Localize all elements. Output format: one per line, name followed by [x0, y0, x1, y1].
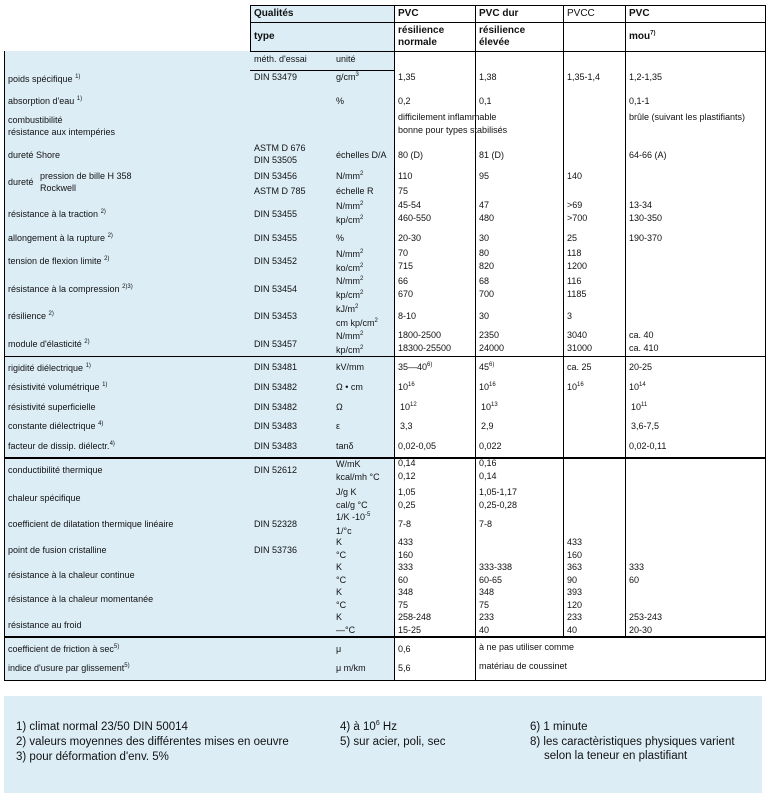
- row-method: DIN 53481: [254, 362, 298, 372]
- footnote: 6) 1 minute: [530, 721, 588, 733]
- row-label: indice d'usure par glissement$^{5)}$: [8, 663, 130, 673]
- cell-pvcdur: 45$^{6)}$: [479, 362, 495, 372]
- footnote: 8) les caractèristiques physiques varient: [530, 736, 735, 748]
- row-method: DIN 53482: [254, 402, 298, 412]
- cell-pvcdur: 24000: [479, 343, 505, 353]
- row-unit: W/mK: [336, 459, 361, 469]
- row-unit: K: [336, 612, 343, 622]
- col-pvcdur-title: PVC dur: [479, 8, 519, 19]
- cell-pvcc: 31000: [567, 343, 593, 353]
- cell-pvcdur: 75: [479, 600, 490, 610]
- row-label: résistance à la chaleur momentanée: [8, 594, 154, 604]
- rule: [4, 457, 766, 459]
- row-unit: kcal/mh °C: [336, 472, 380, 482]
- row-unit: Ω • cm: [336, 382, 363, 392]
- row-unit: μ m/km: [336, 663, 366, 673]
- cell-mou: 0,1-1: [629, 96, 650, 106]
- cell-pvcc: 40: [567, 625, 578, 635]
- cell-pvcc: 233: [567, 612, 583, 622]
- row-label: rigidité diélectrique $^{1)}$: [8, 363, 91, 373]
- row-method: DIN 52612: [254, 465, 298, 475]
- row-unit: %: [336, 96, 345, 106]
- cell-pvc: 0,25: [398, 500, 416, 510]
- row-label: résistivité superficielle: [8, 402, 96, 412]
- row-method: DIN 53483: [254, 441, 298, 451]
- cell-pvc: 460-550: [398, 213, 432, 223]
- rule: [765, 5, 766, 681]
- row-label: constante diélectrique $^{4)}$: [8, 421, 104, 431]
- cell-pvc: 35—40$^{6)}$: [398, 362, 433, 372]
- cell-pvc: 0,14: [398, 458, 416, 468]
- cell-mou: ca. 40: [629, 330, 654, 340]
- cell-pvcc: 3: [567, 311, 573, 321]
- cell-pvcdur: $10^{13}$: [481, 402, 498, 412]
- footnote: 1) climat normal 23/50 DIN 50014: [16, 721, 188, 733]
- row-label: résistance au froid: [8, 620, 82, 630]
- cell-pvcdur: 0,25-0,28: [479, 500, 518, 510]
- row-label: résistance à la chaleur continue: [8, 570, 135, 580]
- row-unit: 1/K $-10^{-5}$: [336, 512, 371, 522]
- cell-pvc: 3,3: [400, 421, 413, 431]
- cell-pvc: bonne pour types stabilisés: [398, 125, 508, 135]
- row-method: DIN 52328: [254, 519, 298, 529]
- row-label: chaleur spécifique: [8, 493, 81, 503]
- row-method: DIN 53457: [254, 339, 298, 349]
- cell-mou: 1,2-1,35: [629, 72, 663, 82]
- cell-pvcc: 118: [567, 248, 582, 258]
- cell-pvcc: 160: [567, 550, 583, 560]
- row-unit: $kp/cm^2$: [336, 215, 364, 225]
- col-pvcc-title: PVCC: [567, 8, 595, 19]
- row-unit: cm $kp/cm^2$: [336, 318, 378, 328]
- cell-pvc: 75: [398, 186, 409, 196]
- cell-pvcc: 1185: [567, 289, 587, 299]
- cell-pvc: 75: [398, 600, 409, 610]
- row-method: DIN 53456: [254, 171, 298, 181]
- row-unit: $ko/cm^2$: [336, 263, 364, 273]
- cell-pvc: 8-10: [398, 311, 417, 321]
- rule: [250, 5, 251, 52]
- cell-pvcdur: 233: [479, 612, 495, 622]
- row-label: résistance à la traction $^{2)}$: [8, 209, 106, 219]
- cell-mou: 20-25: [629, 362, 653, 372]
- col-pvcdur-sub2: élevée: [479, 37, 510, 48]
- cell-pvcdur: 333-338: [479, 562, 513, 572]
- row-unit: $N/mm^2$: [336, 171, 364, 181]
- cell-mou: 0,02-0,11: [629, 441, 667, 451]
- cell-pvcdur: 2350: [479, 330, 500, 340]
- rule: [563, 5, 564, 637]
- cell-mou: 13-34: [629, 200, 653, 210]
- row-label: dureté: [8, 177, 34, 187]
- row-unit: 1/°c: [336, 526, 352, 536]
- rule: [250, 22, 765, 23]
- col-pvc-sub1: résilience: [398, 25, 445, 36]
- row-unit: ε: [336, 421, 341, 431]
- cell-mou: 333: [629, 562, 645, 572]
- col-pvcdur-sub1: résilience: [479, 25, 526, 36]
- cell-pvc: 715: [398, 261, 414, 271]
- cell-pvc: 160: [398, 550, 414, 560]
- footnote: 3) pour déformation d'env. 5%: [16, 751, 169, 763]
- cell-pvcdur: matériau de coussinet: [479, 661, 568, 671]
- cell-pvcdur: 348: [479, 587, 495, 597]
- cell-pvcdur: 47: [479, 200, 490, 210]
- cell-mou: 130-350: [629, 213, 663, 223]
- row-method: DIN 53736: [254, 545, 298, 555]
- row-method: DIN 53482: [254, 382, 298, 392]
- row-unit: $g/cm^3$: [336, 72, 359, 82]
- col-mou-title: PVC: [629, 8, 650, 19]
- row-unit: $kp/cm^2$: [336, 345, 364, 355]
- cell-mou: brûle (suivant les plastifiants): [629, 112, 746, 122]
- row-label: combustibilité: [8, 115, 63, 125]
- cell-pvc: 60: [398, 575, 409, 585]
- cell-pvc: 1,05: [398, 487, 416, 497]
- footnote: 4) à $10^6$ Hz: [340, 720, 397, 733]
- row-method: DIN 53454: [254, 284, 298, 294]
- cell-pvcdur: 7-8: [479, 519, 493, 529]
- row-unit: °C: [336, 575, 347, 585]
- cell-pvcdur: 1,38: [479, 72, 497, 82]
- cell-pvcdur: à ne pas utiliser comme: [479, 642, 575, 652]
- cell-pvc: 670: [398, 289, 414, 299]
- cell-pvc: 348: [398, 587, 414, 597]
- cell-pvcdur: 80: [479, 248, 490, 258]
- cell-pvcc: >700: [567, 213, 588, 223]
- rule: [4, 356, 766, 357]
- cell-pvc: 66: [398, 276, 409, 286]
- cell-pvcc: 393: [567, 587, 583, 597]
- cell-pvcdur: 0,022: [479, 441, 502, 451]
- cell-pvcdur: $10^{16}$: [479, 382, 496, 392]
- cell-pvc: 1800-2500: [398, 330, 442, 340]
- row-unit: K: [336, 537, 343, 547]
- row-method: DIN 53455: [254, 233, 298, 243]
- cell-pvcdur: 1,05-1,17: [479, 487, 518, 497]
- footnote: 5) sur acier, poli, sec: [340, 736, 446, 748]
- row-label: facteur de dissip. diélectr.$^{4)}$: [8, 441, 115, 451]
- cell-pvc: 20-30: [398, 233, 422, 243]
- row-method: ASTM D 676: [254, 143, 306, 153]
- cell-pvcc: 140: [567, 171, 583, 181]
- rule: [475, 5, 476, 681]
- cell-pvc: 258-248: [398, 612, 432, 622]
- cell-mou: 20-30: [629, 625, 653, 635]
- row-label: tension de flexion limite $^{2)}$: [8, 256, 110, 266]
- row-label: résistivité volumétrique $^{1)}$: [8, 382, 108, 392]
- cell-pvcdur: 81 (D): [479, 150, 505, 160]
- row-label: résistance aux intempéries: [8, 127, 116, 137]
- cell-mou: 64-66 (A): [629, 150, 667, 160]
- cell-pvc: 5,6: [398, 663, 411, 673]
- cell-pvc: 18300-25500: [398, 343, 452, 353]
- cell-pvc: $10^{12}$: [400, 402, 417, 412]
- cell-mou: $10^{14}$: [629, 382, 646, 392]
- rule: [4, 51, 5, 681]
- row-unit: $N/mm^2$: [336, 201, 364, 211]
- cell-pvcdur: 30: [479, 311, 490, 321]
- cell-pvcc: $10^{16}$: [567, 382, 584, 392]
- row-unit: K: [336, 562, 343, 572]
- cell-pvcdur: 0,1: [479, 96, 492, 106]
- rule: [250, 70, 395, 71]
- row-unit: kV/mm: [336, 362, 364, 372]
- rule: [4, 680, 766, 681]
- cell-pvcc: 90: [567, 575, 578, 585]
- cell-pvcc: 25: [567, 233, 578, 243]
- cell-pvc: 333: [398, 562, 414, 572]
- header-method: méth. d'essai: [254, 54, 307, 64]
- cell-pvcdur: 68: [479, 276, 490, 286]
- cell-pvcc: 120: [567, 600, 583, 610]
- row-unit: $N/mm^2$: [336, 331, 364, 341]
- row-unit: °C: [336, 550, 347, 560]
- row-method: DIN 53453: [254, 311, 298, 321]
- cell-mou: 60: [629, 575, 640, 585]
- row-method: DIN 53479: [254, 72, 298, 82]
- cell-pvcc: ca. 25: [567, 362, 592, 372]
- cell-pvcdur: 95: [479, 171, 490, 181]
- row-label: dureté Shore: [8, 150, 61, 160]
- row-method: ASTM D 785: [254, 186, 306, 196]
- cell-pvcc: 116: [567, 276, 582, 286]
- footnote: 2) valeurs moyennes des différentes mises en oeuvre: [16, 736, 289, 748]
- rule: [250, 51, 765, 52]
- rule: [625, 5, 626, 637]
- rule: [4, 636, 766, 638]
- cell-mou: 3,6-7,5: [631, 421, 660, 431]
- row-label: coefficient de friction à $\sec^{5)}$: [8, 644, 120, 654]
- cell-pvcdur: 40: [479, 625, 490, 635]
- cell-mou: $10^{11}$: [631, 402, 648, 412]
- cell-pvc: 80 (D): [398, 150, 424, 160]
- row-unit: Ω: [336, 402, 343, 412]
- header-qualites: Qualités: [254, 8, 294, 19]
- cell-pvcc: 363: [567, 562, 583, 572]
- cell-pvc: 70: [398, 248, 409, 258]
- row-unit: tanδ: [336, 441, 354, 451]
- cell-pvc: 15-25: [398, 625, 422, 635]
- cell-pvcc: 1200: [567, 261, 588, 271]
- cell-pvc: 433: [398, 537, 414, 547]
- row-sublabel: pression de bille H 358: [40, 171, 132, 181]
- cell-pvcdur: 480: [479, 213, 495, 223]
- cell-pvcc: 1,35-1,4: [567, 72, 601, 82]
- cell-pvc: 0,02-0,05: [398, 441, 437, 451]
- row-method: DIN 53455: [254, 209, 298, 219]
- row-unit: μ: [336, 644, 342, 654]
- cell-pvc: 0,12: [398, 471, 416, 481]
- cell-mou: 253-243: [629, 612, 663, 622]
- cell-pvcdur: 30: [479, 233, 490, 243]
- cell-pvc: 0,2: [398, 96, 411, 106]
- row-label: conductibilité thermique: [8, 465, 103, 475]
- row-unit: —°C: [336, 625, 356, 635]
- row-label: coefficient de dilatation thermique linéaire: [8, 519, 174, 529]
- cell-pvcdur: 2,9: [481, 421, 494, 431]
- row-unit: $N/mm^2$: [336, 276, 364, 286]
- row-method: DIN 53505: [254, 155, 298, 165]
- header-unit: unité: [336, 54, 356, 64]
- row-unit: $kp/cm^2$: [336, 290, 364, 300]
- header-type: type: [254, 31, 275, 42]
- footnotes-panel: [4, 696, 762, 793]
- cell-mou: ca. 410: [629, 343, 659, 353]
- row-label: absorption d'eau $^{1)}$: [8, 96, 83, 106]
- row-label: module d'élasticité $^{2)}$: [8, 339, 90, 349]
- row-label: résistance à la compression $^{2)3)}$: [8, 284, 133, 294]
- row-unit: échelle R: [336, 186, 374, 196]
- cell-pvc: difficilement inflammable: [398, 112, 497, 122]
- col-pvc-title: PVC: [398, 8, 419, 19]
- col-mou-sub: mou$^{7)}$: [629, 30, 656, 42]
- col-pvc-sub2: normale: [398, 37, 437, 48]
- cell-pvcc: 433: [567, 537, 583, 547]
- row-unit: échelles D/A: [336, 150, 387, 160]
- row-label: point de fusion cristalline: [8, 545, 107, 555]
- row-unit: K: [336, 587, 343, 597]
- rule: [250, 5, 765, 6]
- cell-pvcdur: 700: [479, 289, 495, 299]
- footnote: selon la teneur en plastifiant: [544, 750, 688, 762]
- row-method: DIN 53483: [254, 421, 298, 431]
- row-unit: °C: [336, 600, 347, 610]
- row-unit: cal/g °C: [336, 500, 368, 510]
- cell-pvc: 0,6: [398, 644, 411, 654]
- row-unit: J/g K: [336, 487, 357, 497]
- cell-pvc: 110: [398, 171, 413, 181]
- row-label: résilience $^{2)}$: [8, 311, 54, 321]
- cell-pvcc: >69: [567, 200, 583, 210]
- cell-pvcdur: 60-65: [479, 575, 503, 585]
- cell-pvc: 45-54: [398, 200, 422, 210]
- cell-pvc: 1,35: [398, 72, 416, 82]
- cell-pvc: 7-8: [398, 519, 412, 529]
- row-unit: $N/mm^2$: [336, 249, 364, 259]
- row-method: DIN 53452: [254, 256, 298, 266]
- row-label: poids spécifique $^{1)}$: [8, 74, 81, 84]
- cell-pvc: $10^{16}$: [398, 382, 415, 392]
- cell-pvcc: 3040: [567, 330, 588, 340]
- rule: [394, 5, 395, 681]
- cell-mou: 190-370: [629, 233, 663, 243]
- cell-pvcdur: 820: [479, 261, 495, 271]
- row-unit: %: [336, 233, 345, 243]
- cell-pvcdur: 0,16: [479, 458, 497, 468]
- cell-pvcdur: 0,14: [479, 471, 497, 481]
- row-unit: $kJ/m^2$: [336, 304, 359, 314]
- row-sublabel: Rockwell: [40, 183, 77, 193]
- row-label: allongement à la rupture $^{2)}$: [8, 233, 113, 243]
